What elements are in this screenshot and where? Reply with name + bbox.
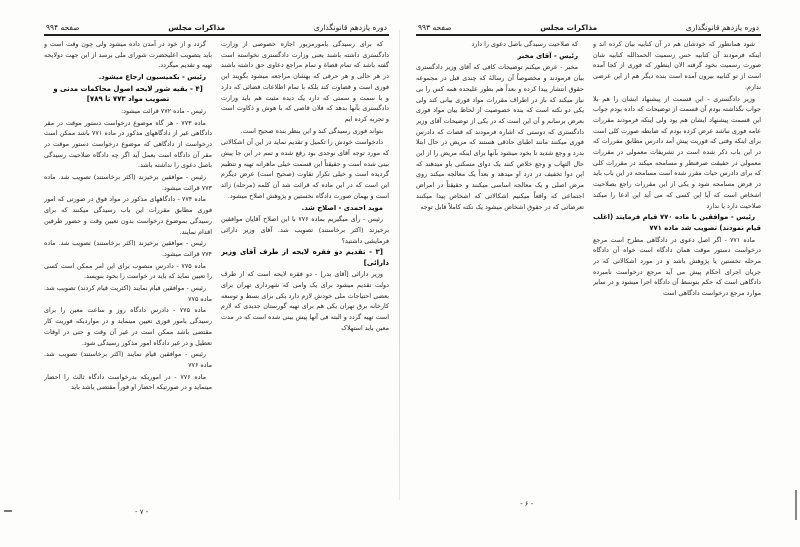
paragraph: رئیس - موافقین قیام نمایند (اکثر برخاستند) تصویب شد. ماده ۷۷۶: [44, 350, 212, 369]
paragraph: بتواند فوری رسیدگی کند و این بنظر بنده صحیح است.: [240, 126, 383, 135]
right-page-page-number: صفحه ۹۹۳: [418, 23, 452, 32]
right-page-column-left: [416, 39, 584, 494]
paragraph: گردد و از خود در آمدن داده میشود ولی چون وقت است و باید بتصویب اعلیحضرت شورای ملی برسد از این جهت دولایحه تهیه و تقدیم میگردد.: [44, 40, 212, 70]
left-page-page-number: صفحه ۹۹۴: [46, 23, 80, 32]
left-page-journal-title: مذاکرات مجلس: [168, 23, 226, 32]
right-page-columns: [416, 39, 761, 494]
section-heading: [۳ - تقدیم دو فقره لایحه از طرف آقای وزیر دارائی]: [221, 248, 389, 267]
speaker-line: رئیس - آقای مخبر: [517, 51, 578, 60]
right-page-folio: - ۶ -: [520, 500, 534, 508]
left-page-folio: - ۷ -: [135, 508, 149, 516]
speaker-line: موید احمدی - اصلاح شد.: [301, 203, 383, 212]
book-gutter: [399, 30, 400, 500]
right-page-running-head: [416, 18, 761, 32]
left-page-columns: [44, 39, 389, 494]
paragraph: ماده ۷۷۵ - دادرس دادگاه روز و ساعت معین را برای رسیدگی بامور فوری تعیین مینماید و در مواردیکه فوریت کار مقتضی باشد ممکن است در غیر آن وقت و حتی در اوقات تعطیل و در غیر دادگاه امور مذکور رسیدگی شود.: [44, 306, 212, 347]
right-page: [416, 18, 761, 498]
right-page-session-label: دوره یازدهم قانونگذاری: [685, 23, 759, 32]
left-page-running-head: [44, 18, 389, 32]
paragraph: رئیس - رأی میگیریم بماده ۷۷۶ با این اصلاح آقایان موافقین برخیزند (اکثر برخاستند) تصویب شد. آقای وزیر دارائی فرمایشی داشتید؟: [221, 215, 389, 245]
scan-corner-mark: [4, 510, 12, 512]
right-page-header-rule: [416, 34, 761, 36]
paragraph: ماده ۷۷۵ - دادرس منصوب برای این امر ممکن است کسی را تعیین نماید که باید در خواست را بخود بنویسد.: [44, 261, 212, 281]
paragraph: ماده ۷۷۳ - هر گاه موضوع درخواست دستور موقت در مقر دادگاهی غیر از دادگاههای مذکور در ماده ۷۷۱ باشد ممکن است درخواست از دادگاهی که موضوع درخواست دستور موقت در مقر آن دادگاه است بعمل آید اگر چه دادگاه صلاحیت رسیدگی باصل دعوی را نداشته باشد.: [44, 118, 212, 170]
paragraph: ماده ۷۷۶ - در اموریکه بدرخواست دادگاه ثالث را احضار مینماید و در صورتیکه احضار او فوراً مقتضی باشد باید: [44, 372, 212, 392]
speaker-line: رئیس - موافقین با ماده ۷۷۰ قیام فرمایند (اغلب قیام نمودند) تصویب شد ماده ۷۷۱: [593, 213, 761, 232]
speaker-line: رئیس - بکمیسیون ارجاع میشود.: [98, 73, 206, 82]
scan-edge-mark: [795, 490, 797, 520]
right-page-journal-title: مذاکرات مجلس: [540, 23, 598, 32]
left-page-header-rule: [44, 34, 389, 36]
paragraph: ماده ۷۷۱ - اگر اصل دعوی در دادگاهی مطرح است مرجع درخواست دستور موقت همان دادگاه است خواه آن دادگاه مرحله نخستین یا پژوهش باشد و در مورد اشکالاتی که در جریان اجرای احکام پیش می آید مرجع درخواست نامبرده دادگاهی است که حکم بتوسط آن دادگاه اجرا میشود و در سایر موارد مرجع درخواست دادگاهی است: [593, 235, 761, 298]
paragraph: رئیس - موافقین قیام نمایند (اکثریت قیام کردند) تصویب شد. ماده ۷۷۵: [44, 284, 212, 303]
paragraph: ماده ۷۷۴ - دادگاههای مذکور در مواد فوق در صورتی که امور فوری مطابق مقررات این باب رسیدگی میکنند که برای رسیدگی بموضوع درخواست بدون تعیین وقت و حضور طرفین اقدام نمایند.: [44, 195, 212, 236]
paragraph: رئیس - ماده ۷۷۲ قرائت میشود:: [120, 106, 206, 115]
left-page-column-left: [44, 39, 212, 494]
right-page-column-right: [593, 39, 761, 494]
left-page: [44, 18, 389, 498]
paragraph: شود همانطور که خودشان هم در آن کنابیه بیان کرده اند و اینکه فرمودند آن کنابیه حس رسمیت الحمدالله کنابیه شان صورت رسمیت بخود گرفته الان اینطور که فوری از کجا آمده است از تو کنابیه بیرون آمده است بنده دیگر هم از این عرضی ندارم.: [593, 40, 761, 91]
paragraph: که صلاحیت رسیدگی باصل دعوی را دارد: [471, 40, 578, 48]
paragraph: رئیس - موافقین برخیزند (اکثر برخاستند) تصویب شد. ماده ۷۷۴ قرائت میشود.: [44, 239, 212, 258]
paragraph: وزیر دادگستری - این قسمت از پیشنهاد ایشان را هم بلا جواب نگذاشته بودم آن قسمت از توضیحات که داده بودم جواب این قسمت پیشنهاد ایشان هم بود ولی اینکه فرمودند مقررات عامه فوری نباشد عرض کرده بودم که ضابطه صورت کلی است برای اینکه وقتی که فوریت پیش آمد دادرس مطابق مقررات که در این باب ذکر شده است در تشریفات معمولی در مقررات معمولی در حقیقت صرفنظر و مسامحه میکند در مقررات کلی که برای دادرس حیات مقرر شده است مسامحه در این باب باید در فرض مسامحه شود و یکی از این مقررات راجع بصلاحیت اشخاص است که آیا این کسی که می آید این ادعا را میکند صلاحیت دارد یا ندارد: [593, 94, 761, 210]
left-page-column-right: [221, 39, 389, 494]
paragraph: که برای رسیدگی بامورمزبور اجازه خصوصی از وزارت دادگستری داشته باشند یعنی وزارت دادگستری نخواسته است گفته باشد که تمام قضاة و تمام مراجع دعاوی حق داشته باشند در هر حالی و هر حرفی که بهشان مراجعه میشود بگویند این فوری است و قضاوت کند بلکه با تمام اطلاعات قضائی که دارد و با سمت و سمتی که دارد یک دیده مثبت هم باید وزارت دادگستری بآنها بدهد که فلان قاضی که با هوش و ذکاوت است و تجربه کرده ایم: [221, 40, 389, 123]
paragraph: وزیر دارائی [آقای بدر] - دو فقره لایحه است که از طرف دولت تقدیم میشود برای یک وامی که شهرداری تهران برای بعضی احتیاجات ملی خودش لازم دارد یکی برای بسط و توسعه کارخانه برق تهران یکی هم برای تهیه گورستان جدیدی که لازم است تهیه گردد و البته فی آنها پیش بینی شده است که در مدت معین باید استهلاک: [221, 270, 389, 332]
paragraph: مخبر - عرض میکنم توضیحات کافی که آقای وزیر دادگستری بیان فرمودند و مخصوصاً آن رسالهٔ که چندی قبل در مجموعه حقوق انتشار پیدا کرده و بعداً هم بطور علیحده همه کس را بی نیاز میکند که باز در اطراف مقررات مواد فوری بیانی کند ولی یکی دو نکته است که بنده خصوصیت از لحاظ بیان مواد فوری بعرض برسانم و آن این است که در یکی از توضیحات آقای وزیر دادگستری که دوستی که اشاره فرمودند که قضات که دادرس فوری میکنند مانند اطبای حاذقی هستند که مریض در حال ابتلا بدرد و وجع شدید نا بخود میشود بآنها برای اینکه مریض را از این حال التهاب و وجع خلاص کنند یک دوای مسکنی باو میدهند که این دوا تخفیف در درد او میدهد و بعداً یک معالجه میکند روی مرض اصلی و یک معالجه اساسی میکنند و حقیقتاً در امراض اجتماعی که واقعاً میکنیم اشکالاتی که اشخاص پیدا میکنند تعرضاتی که در حقوق اشخاص میشود یک نکته کاملاً قابل توجه: [416, 63, 584, 211]
left-page-session-label: دوره یازدهم قانونگذاری: [313, 23, 387, 32]
paragraph: رئیس - موافقین برخیزند (اکثر برخاستند) تصویب شد. ماده ۷۷۳ قرائت میشود.: [44, 173, 212, 192]
paragraph: دادخواست خودش را تکمیل و تقدیم نماید در این آن اشکالاتی که مورد توجه آقای نوحدی بود رفع شده و تمم در این جا پیش بینی شده است و حقیقتاً این قسمت خیلی ماهرانه تهیه و تنظیم گردیده است و خیلی تکرار تقاوت (صحیح است) عرض دیگرم این است که در این ماده که قرائت شد آن کلمه (مرحله) زائد است و بهمان صورت دادگاه نخستین و پژوهش اصلاح میشود.: [221, 138, 389, 200]
section-heading: [۴ - بقیه شور لایحه اصول محاکمات مدنی و تصویب مواد ۷۷۳ تا ۷۸۹]: [53, 84, 203, 104]
